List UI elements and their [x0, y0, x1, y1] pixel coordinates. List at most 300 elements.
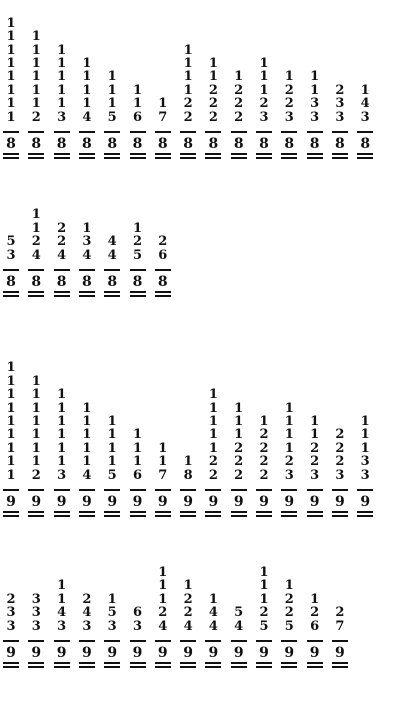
sum-rule: [155, 640, 171, 642]
partition-part: 1: [259, 82, 269, 98]
partition-part: 1: [284, 414, 294, 429]
partition-part: 7: [158, 467, 168, 483]
sum-rule: [256, 131, 272, 133]
double-rule: [79, 291, 95, 297]
partition-part: 1: [57, 578, 67, 594]
partition-part: 5: [107, 605, 117, 621]
partition-part: 1: [57, 440, 67, 456]
partition-part: 2: [183, 109, 193, 125]
sum-rule: [79, 269, 95, 271]
partition-part: 7: [335, 618, 345, 634]
partition-total: 8: [157, 274, 168, 290]
partition-total: 8: [259, 136, 269, 152]
sum-rule: [130, 640, 146, 642]
partition-part: 1: [82, 56, 92, 71]
partition-part: 1: [208, 591, 218, 607]
double-rule: [130, 153, 146, 159]
double-rule: [130, 291, 146, 297]
partition-part: 2: [310, 454, 320, 470]
partition-part: 2: [57, 234, 67, 250]
partition-part: 2: [31, 234, 41, 250]
partition-part: 2: [183, 591, 193, 607]
partition-part: 4: [208, 618, 218, 634]
partition-part: 3: [310, 467, 320, 483]
partition-part: 2: [208, 96, 218, 112]
partition-total: 9: [132, 494, 143, 510]
sum-rule: [332, 489, 348, 491]
double-rule: [54, 662, 70, 668]
double-rule: [256, 662, 272, 668]
partition-part: 2: [234, 440, 244, 456]
partition-part: 1: [183, 42, 193, 58]
partition-part: 5: [107, 109, 117, 125]
partition-part: 1: [284, 440, 294, 456]
partition-part: 1: [6, 400, 16, 416]
partition-part: 1: [234, 69, 244, 85]
sum-rule: [281, 489, 297, 491]
sum-rule: [28, 131, 44, 133]
partition-total: 9: [56, 645, 67, 661]
partition-total: 8: [309, 136, 320, 152]
sum-rule: [54, 489, 70, 491]
double-rule: [205, 153, 221, 159]
sum-rule: [54, 640, 70, 642]
partition-part: 2: [208, 82, 218, 98]
double-rule: [54, 511, 70, 517]
partition-total: 9: [335, 645, 345, 661]
double-rule: [281, 511, 297, 517]
partition-part: 1: [208, 69, 218, 85]
double-rule: [155, 291, 171, 297]
double-rule: [332, 662, 348, 668]
sum-rule: [256, 640, 272, 642]
double-rule: [155, 511, 171, 517]
partition-part: 1: [132, 427, 143, 443]
partition-part: 1: [107, 440, 117, 456]
partition-part: 2: [335, 440, 345, 456]
partition-part: 1: [57, 591, 67, 607]
double-rule: [231, 511, 247, 517]
sum-rule: [281, 640, 297, 642]
double-rule: [231, 153, 247, 159]
double-rule: [155, 662, 171, 668]
partition-total: 9: [82, 645, 92, 661]
partition-part: 3: [259, 109, 269, 125]
partition-part: 1: [31, 42, 41, 58]
double-rule: [3, 511, 19, 517]
partition-part: 1: [31, 454, 41, 470]
partition-part: 1: [310, 69, 320, 85]
sum-rule: [28, 489, 44, 491]
partition-part: 1: [107, 82, 117, 98]
sum-rule: [3, 131, 19, 133]
double-rule: [256, 153, 272, 159]
partition-part: 1: [158, 454, 168, 470]
partition-part: 1: [31, 207, 41, 223]
partition-part: 4: [360, 96, 370, 112]
partition-part: 2: [31, 109, 41, 125]
partition-part: 1: [360, 427, 370, 443]
partition-part: 1: [31, 440, 41, 456]
partition-part: 1: [259, 565, 269, 580]
sum-rule: [281, 131, 297, 133]
partition-part: 1: [31, 373, 41, 389]
partition-part: 1: [158, 578, 168, 594]
partition-part: 1: [284, 578, 294, 594]
partition-part: 4: [31, 247, 41, 263]
partition-part: 1: [6, 96, 16, 112]
partition-part: 1: [158, 591, 168, 607]
partition-total: 8: [360, 136, 371, 152]
partition-part: 1: [360, 414, 370, 429]
partition-total: 9: [284, 645, 295, 661]
partition-part: 1: [6, 454, 16, 470]
sum-rule: [180, 489, 196, 491]
partition-part: 3: [284, 467, 294, 483]
partition-part: 1: [259, 56, 269, 71]
partition-total: 9: [360, 494, 371, 510]
partition-part: 3: [335, 96, 345, 112]
sum-rule: [104, 131, 120, 133]
partition-part: 1: [31, 96, 41, 112]
sum-rule: [205, 131, 221, 133]
partition-part: 2: [335, 605, 345, 621]
partition-part: 5: [132, 247, 143, 263]
double-rule: [28, 662, 44, 668]
partition-part: 1: [82, 454, 92, 470]
partition-total: 8: [31, 274, 42, 290]
partition-part: 6: [310, 618, 320, 634]
partition-part: 1: [234, 414, 244, 429]
partition-part: 1: [6, 387, 16, 403]
sum-rule: [104, 269, 120, 271]
double-rule: [79, 662, 95, 668]
double-rule: [54, 291, 70, 297]
double-rule: [281, 153, 297, 159]
partition-part: 1: [208, 427, 218, 443]
partition-part: 1: [57, 414, 67, 429]
partition-part: 6: [132, 109, 143, 125]
partition-part: 4: [183, 618, 193, 634]
sum-rule: [104, 640, 120, 642]
partition-total: 9: [309, 494, 320, 510]
partition-part: 1: [6, 373, 16, 389]
partition-part: 1: [208, 414, 218, 429]
sum-rule: [332, 640, 348, 642]
partition-total: 9: [335, 494, 345, 510]
double-rule: [307, 153, 323, 159]
partition-part: 3: [82, 618, 92, 634]
partition-part: 1: [31, 414, 41, 429]
partition-part: 4: [82, 467, 92, 483]
partition-part: 1: [183, 454, 193, 470]
sum-rule: [205, 640, 221, 642]
sum-rule: [54, 131, 70, 133]
sum-rule: [79, 640, 95, 642]
partition-part: 1: [6, 414, 16, 429]
partition-total: 8: [31, 136, 42, 152]
partition-part: 2: [335, 454, 345, 470]
partition-part: 1: [208, 400, 218, 416]
partition-part: 2: [183, 605, 193, 621]
partition-part: 1: [82, 427, 92, 443]
double-rule: [256, 511, 272, 517]
partition-part: 1: [183, 69, 193, 85]
partition-total: 9: [107, 494, 118, 510]
partition-total: 9: [208, 645, 219, 661]
partition-part: 2: [158, 605, 168, 621]
partition-part: 1: [31, 387, 41, 403]
partition-part: 1: [82, 400, 92, 416]
double-rule: [180, 153, 196, 159]
partition-part: 3: [360, 109, 370, 125]
partition-part: 4: [107, 247, 117, 263]
partition-part: 5: [284, 618, 294, 634]
double-rule: [130, 662, 146, 668]
sum-rule: [231, 640, 247, 642]
sum-rule: [79, 131, 95, 133]
double-rule: [130, 511, 146, 517]
sum-rule: [357, 131, 373, 133]
partition-part: 3: [31, 605, 41, 621]
partition-part: 1: [132, 82, 143, 98]
partition-part: 1: [234, 400, 244, 416]
partition-part: 1: [6, 15, 16, 31]
partition-part: 4: [57, 605, 67, 621]
partition-part: 1: [82, 440, 92, 456]
double-rule: [3, 291, 19, 297]
double-rule: [79, 153, 95, 159]
partition-part: 3: [57, 109, 67, 125]
partition-part: 3: [82, 234, 92, 250]
double-rule: [104, 153, 120, 159]
partition-part: 1: [284, 427, 294, 443]
partition-part: 1: [82, 69, 92, 85]
partition-total: 9: [6, 494, 16, 510]
partition-part: 1: [158, 440, 168, 456]
partition-part: 1: [107, 96, 117, 112]
double-rule: [155, 153, 171, 159]
partition-part: 2: [234, 467, 244, 483]
partition-total: 9: [56, 494, 67, 510]
double-rule: [281, 662, 297, 668]
double-rule: [28, 511, 44, 517]
partition-part: 8: [183, 467, 193, 483]
partition-part: 1: [208, 387, 218, 403]
partition-part: 1: [57, 82, 67, 98]
partition-part: 5: [107, 467, 117, 483]
partition-part: 4: [57, 247, 67, 263]
partition-part: 2: [284, 605, 294, 621]
partition-total: 9: [31, 494, 42, 510]
partition-total: 9: [309, 645, 320, 661]
partition-total: 8: [183, 136, 193, 152]
partition-part: 1: [82, 220, 92, 236]
double-rule: [79, 511, 95, 517]
partition-part: 3: [310, 96, 320, 112]
partition-part: 2: [208, 467, 218, 483]
partition-part: 1: [31, 82, 41, 98]
partition-part: 3: [6, 605, 16, 621]
partition-part: 2: [259, 427, 269, 443]
partition-part: 1: [310, 427, 320, 443]
partition-total: 8: [6, 136, 16, 152]
partition-total: 9: [6, 645, 16, 661]
partition-part: 4: [82, 605, 92, 621]
sum-rule: [28, 640, 44, 642]
partition-part: 2: [183, 96, 193, 112]
sum-rule: [231, 131, 247, 133]
partition-part: 1: [107, 69, 117, 85]
sum-rule: [3, 489, 19, 491]
partition-part: 3: [360, 467, 370, 483]
partition-part: 1: [107, 427, 117, 443]
double-rule: [180, 511, 196, 517]
partition-part: 1: [259, 69, 269, 85]
sum-rule: [256, 489, 272, 491]
partition-part: 2: [234, 109, 244, 125]
partition-total: 9: [233, 494, 244, 510]
partition-part: 1: [234, 427, 244, 443]
sum-rule: [155, 489, 171, 491]
double-rule: [28, 153, 44, 159]
partition-part: 3: [57, 618, 67, 634]
partition-total: 8: [6, 274, 16, 290]
partition-part: 1: [6, 109, 16, 125]
partition-total: 9: [183, 645, 193, 661]
partition-total: 8: [82, 136, 92, 152]
partition-total: 8: [284, 136, 295, 152]
partition-part: 1: [57, 387, 67, 403]
partition-part: 1: [31, 29, 41, 45]
partition-part: 4: [82, 247, 92, 263]
sum-rule: [130, 131, 146, 133]
partition-part: 2: [259, 440, 269, 456]
partition-part: 1: [132, 96, 143, 112]
partition-part: 1: [183, 578, 193, 594]
partition-part: 2: [208, 109, 218, 125]
partition-part: 3: [107, 618, 117, 634]
partition-part: 1: [107, 414, 117, 429]
partition-part: 2: [234, 454, 244, 470]
partition-part: 2: [132, 234, 143, 250]
partition-part: 1: [259, 414, 269, 429]
double-rule: [231, 662, 247, 668]
partition-part: 2: [259, 96, 269, 112]
double-rule: [357, 511, 373, 517]
partition-total: 8: [56, 136, 67, 152]
partition-part: 4: [82, 109, 92, 125]
sum-rule: [3, 640, 19, 642]
double-rule: [357, 153, 373, 159]
partition-part: 2: [259, 605, 269, 621]
partition-part: 2: [208, 454, 218, 470]
partition-part: 2: [284, 454, 294, 470]
partition-part: 2: [31, 467, 41, 483]
double-rule: [104, 511, 120, 517]
double-rule: [307, 511, 323, 517]
partition-part: 3: [57, 467, 67, 483]
partition-part: 1: [57, 454, 67, 470]
partition-part: 1: [132, 220, 143, 236]
partition-total: 9: [183, 494, 193, 510]
partition-part: 5: [6, 234, 16, 250]
partition-part: 2: [82, 591, 92, 607]
partition-part: 1: [31, 56, 41, 71]
partition-total: 9: [284, 494, 295, 510]
partition-part: 1: [310, 82, 320, 98]
partition-part: 1: [6, 42, 16, 58]
partition-part: 4: [208, 605, 218, 621]
partition-part: 1: [158, 565, 168, 580]
partition-part: 2: [234, 96, 244, 112]
double-rule: [205, 662, 221, 668]
partition-part: 1: [82, 96, 92, 112]
partition-total: 8: [56, 274, 67, 290]
sum-rule: [130, 489, 146, 491]
partition-part: 1: [6, 360, 16, 376]
partition-total: 9: [132, 645, 143, 661]
partition-part: 2: [310, 440, 320, 456]
partition-total: 9: [259, 645, 269, 661]
partition-total: 9: [208, 494, 219, 510]
partition-part: 1: [57, 42, 67, 58]
partition-total: 9: [82, 494, 92, 510]
partition-part: 3: [31, 618, 41, 634]
sum-rule: [357, 489, 373, 491]
partition-part: 5: [259, 618, 269, 634]
partition-part: 7: [158, 109, 168, 125]
partition-part: 3: [284, 109, 294, 125]
sum-rule: [104, 489, 120, 491]
partition-part: 1: [82, 82, 92, 98]
sum-rule: [307, 640, 323, 642]
partition-part: 2: [57, 220, 67, 236]
partition-part: 1: [208, 440, 218, 456]
partition-part: 1: [360, 82, 370, 98]
partition-total: 9: [233, 645, 244, 661]
sum-rule: [155, 269, 171, 271]
partition-total: 8: [107, 136, 118, 152]
partition-part: 1: [57, 400, 67, 416]
partition-part: 1: [6, 69, 16, 85]
partition-part: 1: [259, 591, 269, 607]
sum-rule: [180, 640, 196, 642]
partition-part: 1: [57, 96, 67, 112]
partition-part: 1: [6, 29, 16, 45]
partition-part: 1: [57, 427, 67, 443]
partition-part: 1: [6, 467, 16, 483]
partition-total: 9: [107, 645, 118, 661]
partition-part: 6: [158, 247, 168, 263]
partition-part: 2: [259, 454, 269, 470]
partition-total: 9: [31, 645, 42, 661]
partition-part: 1: [31, 220, 41, 236]
partition-part: 3: [335, 467, 345, 483]
partition-part: 1: [6, 82, 16, 98]
sum-rule: [28, 269, 44, 271]
partition-part: 3: [310, 109, 320, 125]
partition-part: 2: [284, 82, 294, 98]
partition-part: 1: [31, 69, 41, 85]
partition-part: 1: [57, 69, 67, 85]
double-rule: [28, 291, 44, 297]
partition-part: 3: [6, 247, 16, 263]
partition-part: 2: [335, 82, 345, 98]
sum-rule: [205, 489, 221, 491]
sum-rule: [332, 131, 348, 133]
partition-total: 8: [208, 136, 219, 152]
